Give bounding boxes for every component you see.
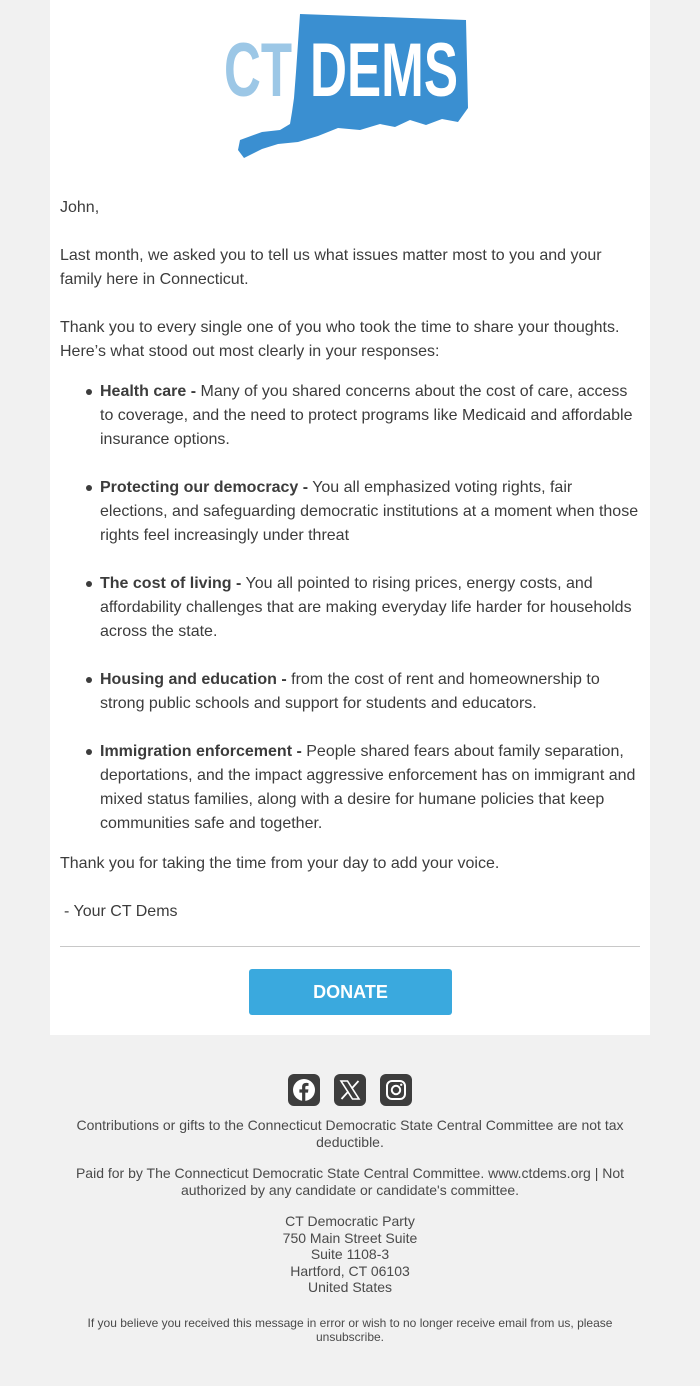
address-street: 750 Main Street Suite <box>282 1229 418 1246</box>
issue-title: Immigration enforcement - <box>100 743 302 760</box>
list-item <box>100 380 640 452</box>
issue-text: from the cost of rent and homeownership to strong public schools and support for students and educators. <box>100 671 600 712</box>
issue-text: Many of you shared concerns about the cost of care, access to coverage, and the need to protect programs like Medicaid and affordable insurance options. <box>100 383 633 448</box>
logo-text-ct: CT <box>224 28 292 113</box>
logo-text-dems: DEMS <box>310 28 458 113</box>
issues-list <box>60 380 640 836</box>
list-item <box>100 476 640 548</box>
address-suite: Suite 1108-3 <box>310 1246 390 1263</box>
greeting: John, <box>60 199 100 216</box>
email-card <box>50 0 650 1035</box>
closing-paragraph: Thank you for taking the time from your day to add your voice. <box>60 855 500 872</box>
instagram-icon[interactable] <box>380 1074 412 1106</box>
mailing-address <box>70 1213 630 1296</box>
donate-button[interactable]: DONATE <box>249 969 452 1015</box>
issue-text: You all pointed to rising prices, energy costs, and affordability challenges that are making everyday life harder for households across the state. <box>100 575 632 640</box>
issue-text: You all emphasized voting rights, fair elections, and safeguarding democratic institutions at a moment when those rights feel increasingly under threat <box>100 479 639 544</box>
list-item <box>100 572 640 644</box>
address-country: United States <box>307 1279 393 1296</box>
list-item <box>100 740 640 836</box>
social-links <box>0 1074 700 1106</box>
address-city: Hartford, CT 06103 <box>290 1262 410 1279</box>
x-icon[interactable] <box>334 1074 366 1106</box>
footer <box>70 1117 630 1344</box>
issue-title: Housing and education - <box>100 671 287 688</box>
issue-title: The cost of living - <box>100 575 242 592</box>
issue-title: Health care - <box>100 383 197 400</box>
thanks-paragraph: Thank you to every single one of you who took the time to share your thoughts. Here’s what stood out most clearly in your responses: <box>60 319 620 360</box>
divider <box>60 946 640 947</box>
facebook-icon[interactable] <box>288 1074 320 1106</box>
intro-paragraph: Last month, we asked you to tell us what issues matter most to you and your family here in Connecticut. <box>60 247 602 288</box>
email-body <box>60 196 640 924</box>
issue-text: People shared fears about family separation, deportations, and the impact aggressive enforcement has on immigrant and mixed status families, along with a desire for humane policies that keep communities safe and together. <box>100 743 636 832</box>
signoff: - Your CT Dems <box>64 903 178 920</box>
issue-title: Protecting our democracy - <box>100 479 309 496</box>
unsubscribe-notice[interactable]: If you believe you received this message in error or wish to no longer receive email from us, please unsubscribe. <box>87 1315 613 1344</box>
tax-notice: Contributions or gifts to the Connecticut Democratic State Central Committee are not tax deductible. <box>76 1117 624 1150</box>
paid-for-notice: Paid for by The Connecticut Democratic State Central Committee. www.ctdems.org | Not authorized by any candidate or candidate's committee. <box>75 1165 625 1198</box>
address-org: CT Democratic Party <box>285 1213 415 1229</box>
ct-dems-logo <box>220 12 480 160</box>
list-item <box>100 668 640 716</box>
